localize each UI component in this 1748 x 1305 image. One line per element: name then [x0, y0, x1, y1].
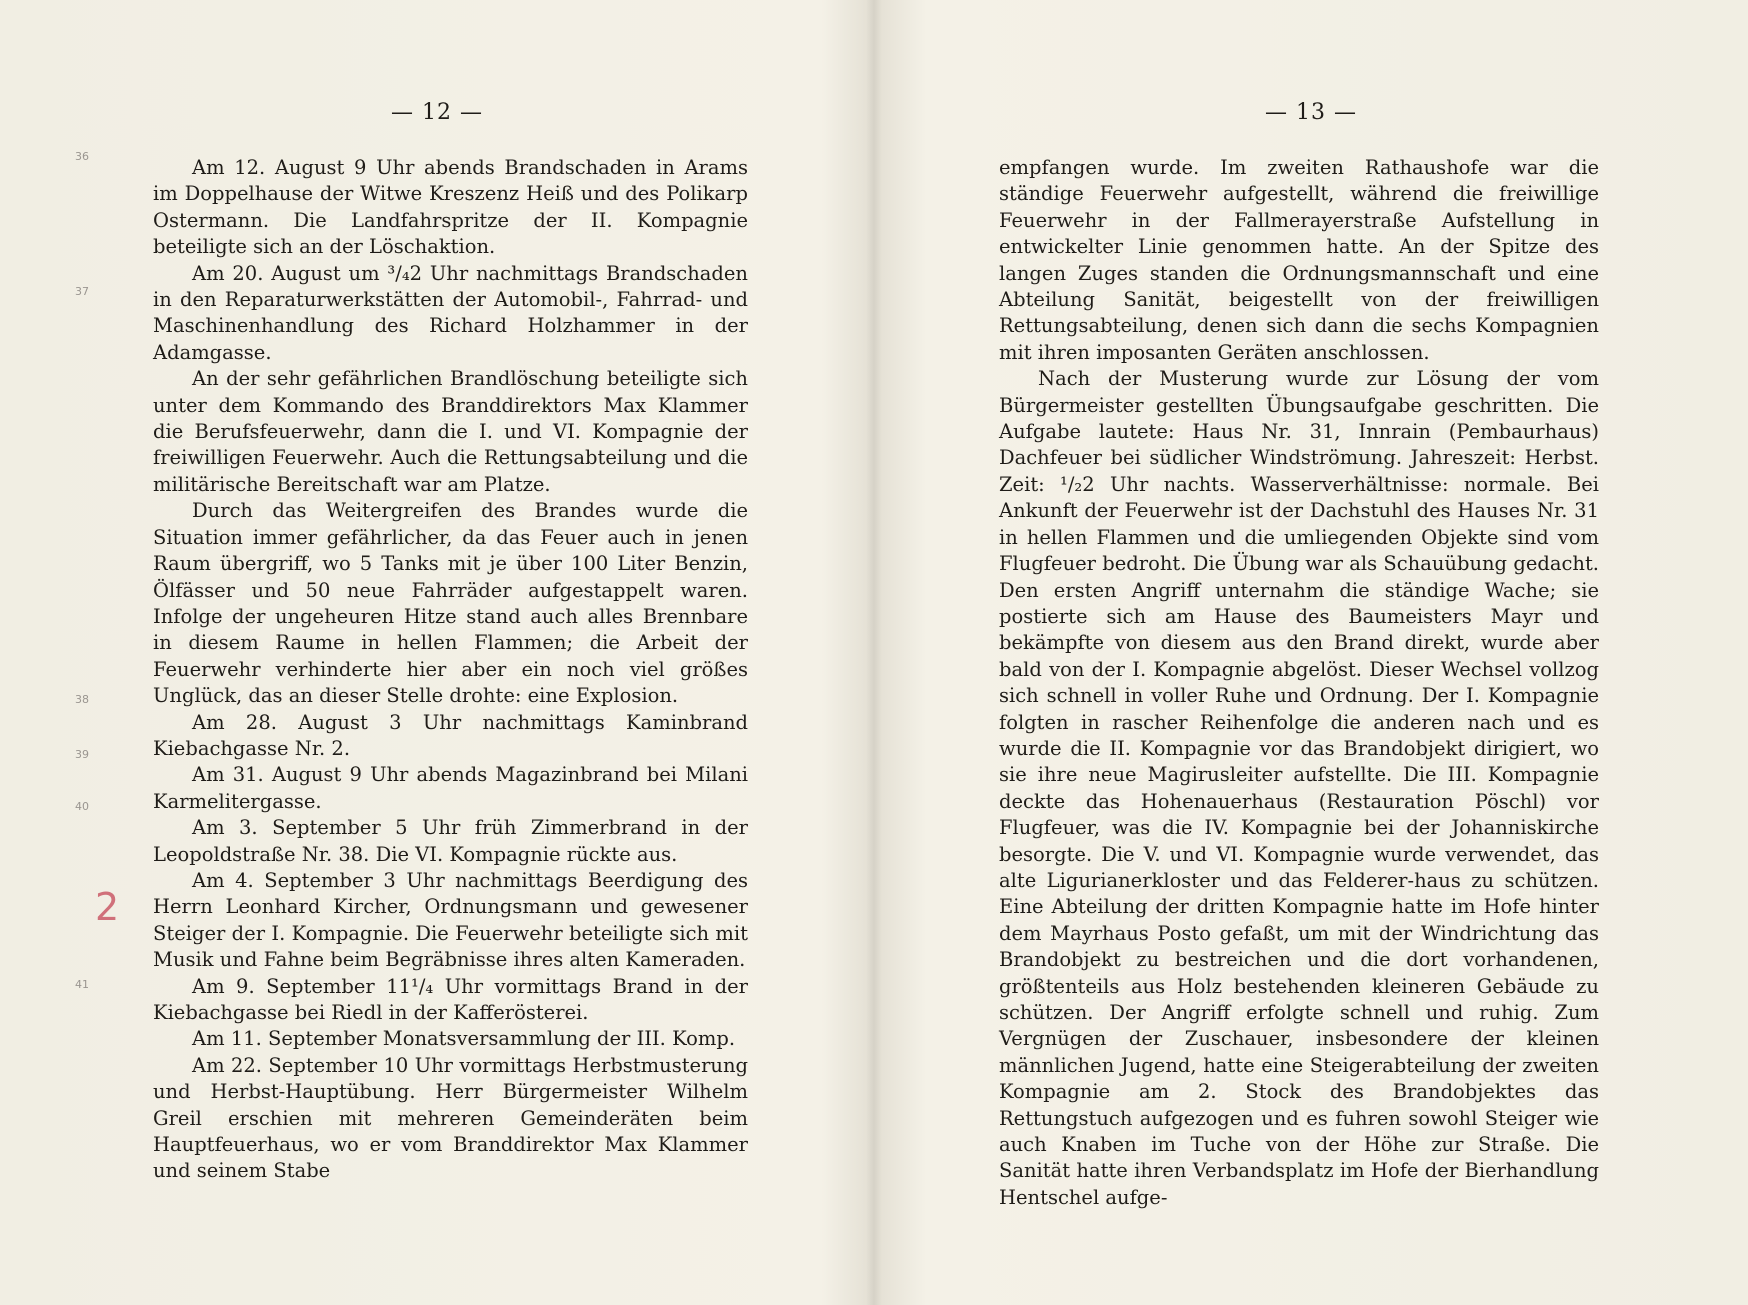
margin-note: 41: [75, 978, 89, 991]
paragraph: Am 22. September 10 Uhr vormittags Herbstmusterung und Herbst-Hauptübung. Herr Bürgermeister Wilhelm Greil erschien mit mehreren Gemeinderäten beim Hauptfeuerhaus, wo er vom Branddirektor Max Klammer und seinem Stabe: [153, 1053, 748, 1183]
paragraph: Am 20. August um ³/₄2 Uhr nachmittags Brandschaden in den Reparaturwerkstätten der Automobil-, Fahrrad- und Maschinenhandlung des Richard Holzhammer in der Adamgasse.: [153, 261, 748, 364]
paragraph: Am 28. August 3 Uhr nachmittags Kaminbrand Kiebachgasse Nr. 2.: [153, 710, 748, 760]
margin-note: 36: [75, 150, 89, 163]
paragraph: Am 12. August 9 Uhr abends Brandschaden in Arams im Doppelhause der Witwe Kreszenz Heiß und des Polikarp Ostermann. Die Landfahrspritze der II. Kompagnie beteiligte sich an der Löschaktion.: [153, 156, 748, 259]
paragraph: Durch das Weitergreifen des Brandes wurde die Situation immer gefährlicher, da das Feuer auch in jenen Raum übergriff, wo 5 Tanks mit je über 100 Liter Benzin, Ölfässer und 50 neue Fahrräder aufgestappelt waren. Infolge der ungeheuren Hitze stand auch alles Brennbare in diesem Raume in hellen Flammen; die Arbeit der Feuerwehr verhinderte hier aber ein noch viel größes Unglück, das an dieser Stelle drohte: eine Explosion.: [153, 499, 748, 708]
left-page-text: [153, 155, 748, 1185]
margin-note: 37: [75, 285, 89, 298]
page-number: — 13 —: [1265, 100, 1357, 125]
right-page-text: [999, 155, 1599, 1211]
right-page: [874, 0, 1748, 1305]
margin-note: 40: [75, 800, 89, 813]
paragraph: Am 4. September 3 Uhr nachmittags Beerdigung des Herrn Leonhard Kircher, Ordnungsmann und gewesener Steiger der I. Kompagnie. Die Feuerwehr beteiligte sich mit Musik und Fahne beim Begräbnisse ihres alten Kameraden.: [153, 868, 748, 972]
paragraph: Am 3. September 5 Uhr früh Zimmerbrand in der Leopoldstraße Nr. 38. Die VI. Kompagnie rückte aus.: [153, 816, 748, 866]
paragraph: Nach der Musterung wurde zur Lösung der vom Bürgermeister gestellten Übungsaufgabe geschritten. Die Aufgabe lautete: Haus Nr. 31, Innrain (Pembaurhaus) Dachfeuer bei südlicher Windströmung. Jahreszeit: Herbst. Zeit: ¹/₂2 Uhr nachts. Wasserverhältnisse: normale. Bei Ankunft der Feuerwehr ist der Dachstuhl des Hauses Nr. 31 in hellen Flammen und die umliegenden Objekte sind vom Flugfeuer bedroht. Die Übung war als Schauübung gedacht. Den ersten Angriff unternahm die ständige Wache; sie postierte sich am Hause des Baumeisters Mayr und bekämpfte von diesem aus den Brand direkt, wurde aber bald von der I. Kompagnie abgelöst. Dieser Wechsel vollzog sich schnell in voller Ruhe und Ordnung. Der I. Kompagnie folgten in rascher Reihenfolge die anderen nach und es wurde die II. Kompagnie vor das Brandobjekt dirigiert, wo sie ihre neue Magirusleiter aufstellte. Die III. Kompagnie deckte das Hohenauerhaus (Restauration Pöschl) vor Flugfeuer, was die IV. Kompagnie bei der Johanniskirche besorgte. Die V. und VI. Kompagnie wurde verwendet, das alte Ligurianerkloster und das Felderer-haus zu schützen. Eine Abteilung der dritten Kompagnie hatte im Hofe hinter dem Mayrhaus Posto gefaßt, um mit der Windrichtung das Brandobjekt zu bestreichen und die dort vorhandenen, größtenteils aus Holz bestehenden kleineren Gebäude zu schützen. Der Angriff erfolgte schnell und ruhig. Zum Vergnügen der Zuschauer, insbesondere der kleinen männlichen Jugend, hatte eine Steigerabteilung der zweiten Kompagnie am 2. Stock des Brandobjektes das Rettungstuch aufgezogen und es fuhren sowohl Steiger wie auch Knaben im Tuche von der Höhe zur Straße. Die Sanität hatte ihren Verbandsplatz im Hofe der Bierhandlung Hentschel aufge-: [999, 367, 1599, 1209]
margin-note: 38: [75, 693, 89, 706]
paragraph: Am 9. September 11¹/₄ Uhr vormittags Brand in der Kiebachgasse bei Riedl in der Kafferösterei.: [153, 974, 748, 1024]
paragraph: An der sehr gefährlichen Brandlöschung beteiligte sich unter dem Kommando des Branddirektors Max Klammer die Berufsfeuerwehr, dann die I. und VI. Kompagnie der freiwilligen Feuerwehr. Auch die Rettungsabteilung und die militärische Bereitschaft war am Platze.: [153, 367, 748, 496]
paragraph: empfangen wurde. Im zweiten Rathaushofe war die ständige Feuerwehr aufgestellt, während die freiwillige Feuerwehr in der Fallmerayerstraße Aufstellung in entwickelter Linie genommen hatte. An der Spitze des langen Zuges standen die Ordnungsmannschaft und eine Abteilung Sanität, beigestellt von der freiwilligen Rettungsabteilung, denen sich dann die sechs Kompagnien mit ihren imposanten Geräten anschlossen.: [999, 156, 1599, 364]
margin-note: 39: [75, 748, 89, 761]
page-number: — 12 —: [391, 100, 483, 125]
pencil-annotation: 2: [95, 885, 120, 929]
paragraph: Am 31. August 9 Uhr abends Magazinbrand bei Milani Karmelitergasse.: [153, 763, 748, 813]
paragraph: Am 11. September Monatsversammlung der III. Komp.: [192, 1027, 736, 1051]
